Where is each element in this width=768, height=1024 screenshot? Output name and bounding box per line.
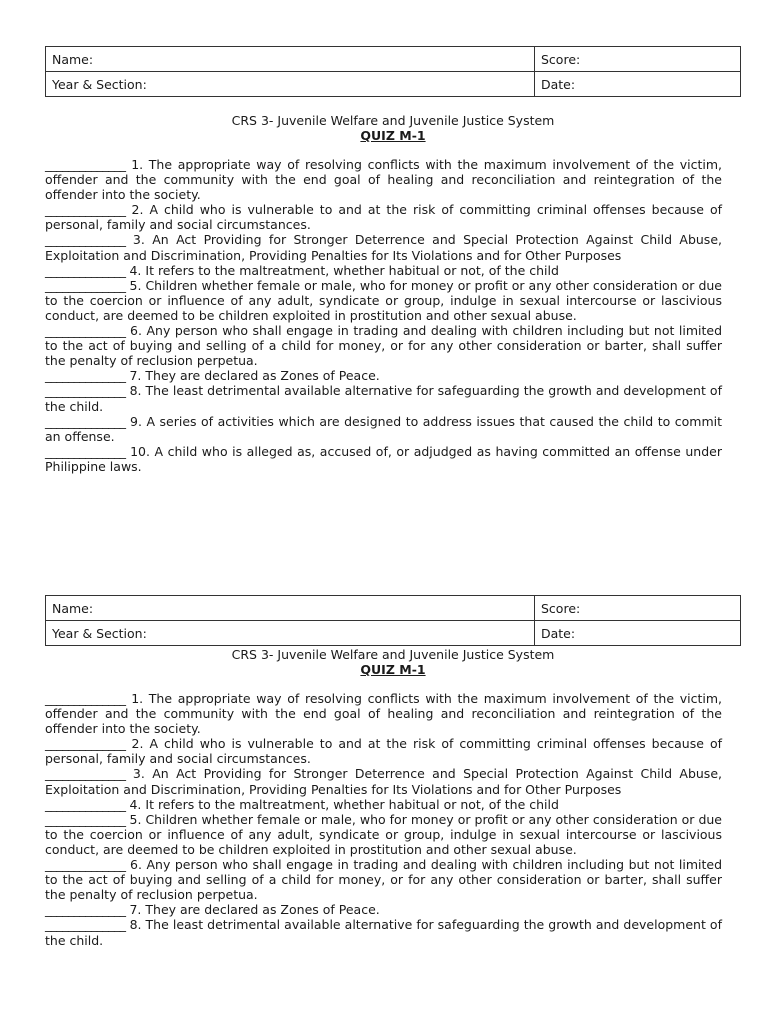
quiz-title: QUIZ M-1	[360, 662, 426, 677]
answer-blank[interactable]: ______________	[45, 691, 126, 706]
quiz-heading	[45, 113, 741, 143]
answer-blank[interactable]: ______________	[45, 857, 126, 873]
score-field[interactable]: Score:	[535, 596, 741, 621]
answer-blank[interactable]: ______________	[45, 262, 126, 278]
question-item: ______________ 8. The least detrimental available alternative for safeguarding the growth and development of the child.	[45, 917, 722, 948]
course-title: CRS 3- Juvenile Welfare and Juvenile Justice System	[231, 113, 555, 128]
student-info-table	[45, 46, 741, 97]
question-item: ______________ 1. The appropriate way of resolving conflicts with the maximum involvement of the victim, offender and the community with the end goal of healing and reconciliation and reintegration of the offender into the society.	[45, 157, 722, 203]
quiz-heading	[45, 647, 741, 677]
answer-blank[interactable]: ______________	[45, 277, 126, 293]
answer-blank[interactable]: ______________	[45, 157, 126, 172]
question-item: ______________ 4. It refers to the maltreatment, whether habitual or not, of the child	[45, 796, 559, 812]
question-item: ______________ 2. A child who is vulnerable to and at the risk of committing criminal offenses because of personal, family and social circumstances.	[45, 736, 722, 767]
name-field[interactable]: Name:	[46, 47, 535, 72]
answer-blank[interactable]: ______________	[45, 202, 126, 218]
answer-blank[interactable]: ______________	[45, 917, 126, 933]
date-field[interactable]: Date:	[535, 72, 741, 97]
name-field[interactable]: Name:	[46, 596, 535, 621]
year-section-field[interactable]: Year & Section:	[46, 72, 535, 97]
question-item: ______________ 8. The least detrimental available alternative for safeguarding the growth and development of the child.	[45, 383, 722, 414]
question-item: ______________ 1. The appropriate way of resolving conflicts with the maximum involvement of the victim, offender and the community with the end goal of healing and reconciliation and reintegration of the offender into the society.	[45, 691, 722, 737]
question-list	[45, 157, 722, 474]
question-item: ______________ 9. A series of activities which are designed to address issues that caused the child to commit an offense.	[45, 413, 722, 444]
question-list	[45, 691, 722, 948]
score-field[interactable]: Score:	[535, 47, 741, 72]
question-item: ______________ 7. They are declared as Zones of Peace.	[45, 368, 380, 384]
question-item: ______________ 3. An Act Providing for Stronger Deterrence and Special Protection Against Child Abuse, Exploitation and Discrimination, Providing Penalties for Its Violations and for Other Purposes	[45, 766, 722, 797]
answer-blank[interactable]: ______________	[45, 902, 126, 918]
answer-blank[interactable]: ______________	[45, 443, 126, 459]
question-item: ______________ 5. Children whether female or male, who for money or profit or any other consideration or due to the coercion or influence of any adult, syndicate or group, indulge in sexual intercourse or lascivious conduct, are deemed to be children exploited in prostitution and other sexual abuse.	[45, 811, 722, 857]
answer-blank[interactable]: ______________	[45, 323, 126, 339]
quiz-title: QUIZ M-1	[360, 128, 426, 143]
question-item: ______________ 5. Children whether female or male, who for money or profit or any other consideration or due to the coercion or influence of any adult, syndicate or group, indulge in sexual intercourse or lascivious conduct, are deemed to be children exploited in prostitution and other sexual abuse.	[45, 277, 722, 323]
question-item: ______________ 6. Any person who shall engage in trading and dealing with children including but not limited to the act of buying and selling of a child for money, or for any other consideration or barter, shall suffer the penalty of reclusion perpetua.	[45, 857, 723, 903]
question-item: ______________ 2. A child who is vulnerable to and at the risk of committing criminal offenses because of personal, family and social circumstances.	[45, 202, 722, 233]
question-item: ______________ 10. A child who is alleged as, accused of, or adjudged as having committed an offense under Philippine laws.	[45, 443, 722, 474]
question-item: ______________ 3. An Act Providing for Stronger Deterrence and Special Protection Against Child Abuse, Exploitation and Discrimination, Providing Penalties for Its Violations and for Other Purposes	[45, 232, 722, 263]
answer-blank[interactable]: ______________	[45, 736, 126, 752]
date-field[interactable]: Date:	[535, 621, 741, 646]
student-info-table	[45, 595, 741, 646]
quiz-sheet-2	[45, 595, 741, 948]
course-title: CRS 3- Juvenile Welfare and Juvenile Justice System	[231, 647, 555, 662]
answer-blank[interactable]: ______________	[45, 413, 126, 429]
quiz-sheet-1	[45, 46, 741, 474]
question-item: ______________ 4. It refers to the maltreatment, whether habitual or not, of the child	[45, 262, 559, 278]
question-item: ______________ 7. They are declared as Zones of Peace.	[45, 902, 380, 918]
answer-blank[interactable]: ______________	[45, 368, 126, 384]
answer-blank[interactable]: ______________	[45, 796, 126, 812]
question-item: ______________ 6. Any person who shall engage in trading and dealing with children including but not limited to the act of buying and selling of a child for money, or for any other consideration or barter, shall suffer the penalty of reclusion perpetua.	[45, 323, 723, 369]
answer-blank[interactable]: ______________	[45, 766, 126, 782]
answer-blank[interactable]: ______________	[45, 383, 126, 399]
answer-blank[interactable]: ______________	[45, 811, 126, 827]
answer-blank[interactable]: ______________	[45, 232, 126, 248]
year-section-field[interactable]: Year & Section:	[46, 621, 535, 646]
